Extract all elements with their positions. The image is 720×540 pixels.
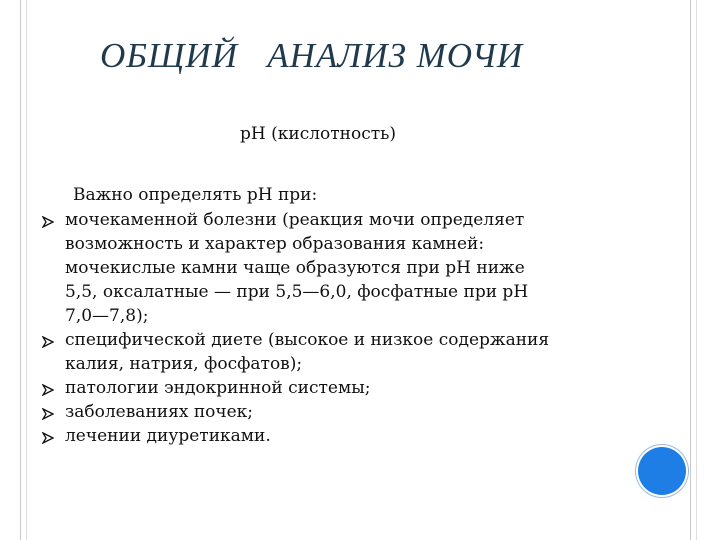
intro-text: Важно определять рН при: — [73, 185, 318, 205]
bullet-line: патологии эндокринной системы; — [65, 378, 371, 398]
bullet-line: специфической диете (высокое и низкое содержания — [65, 330, 550, 350]
bullet-line: заболеваниях почек; — [65, 402, 254, 422]
bullet-line: калия, натрия, фосфатов); — [65, 354, 303, 374]
bullet-item — [42, 328, 622, 376]
left-frame-line — [20, 0, 21, 540]
arrow-head-icon — [42, 408, 54, 420]
arrow-head-icon — [42, 384, 54, 396]
slide-subtitle: pH (кислотность) — [240, 124, 397, 144]
bullet-item — [42, 424, 622, 448]
bullet-line: 7,0—7,8); — [65, 306, 149, 326]
bullet-line: возможность и характер образования камней: — [65, 234, 485, 254]
bullet-item — [42, 208, 622, 328]
arrow-head-icon — [42, 216, 54, 228]
decorative-circle — [638, 447, 686, 495]
right-frame-line — [690, 0, 691, 540]
arrow-head-icon — [42, 336, 54, 348]
bullet-line: мочекаменной болезни (реакция мочи определяет — [65, 210, 525, 230]
bullet-line: лечении диуретиками. — [65, 426, 271, 446]
bullet-item — [42, 400, 622, 424]
slide-title: ОБЩИЙ АНАЛИЗ МОЧИ — [100, 36, 524, 75]
left-frame-line-inner — [26, 0, 27, 540]
right-frame-line-inner — [696, 0, 697, 540]
bullet-list — [42, 208, 622, 448]
bullet-line: 5,5, оксалатные — при 5,5—6,0, фосфатные при рН — [65, 282, 529, 302]
bullet-line: мочекислые камни чаще образуются при рН ниже — [65, 258, 525, 278]
bullet-item — [42, 376, 622, 400]
arrow-head-icon — [42, 432, 54, 444]
